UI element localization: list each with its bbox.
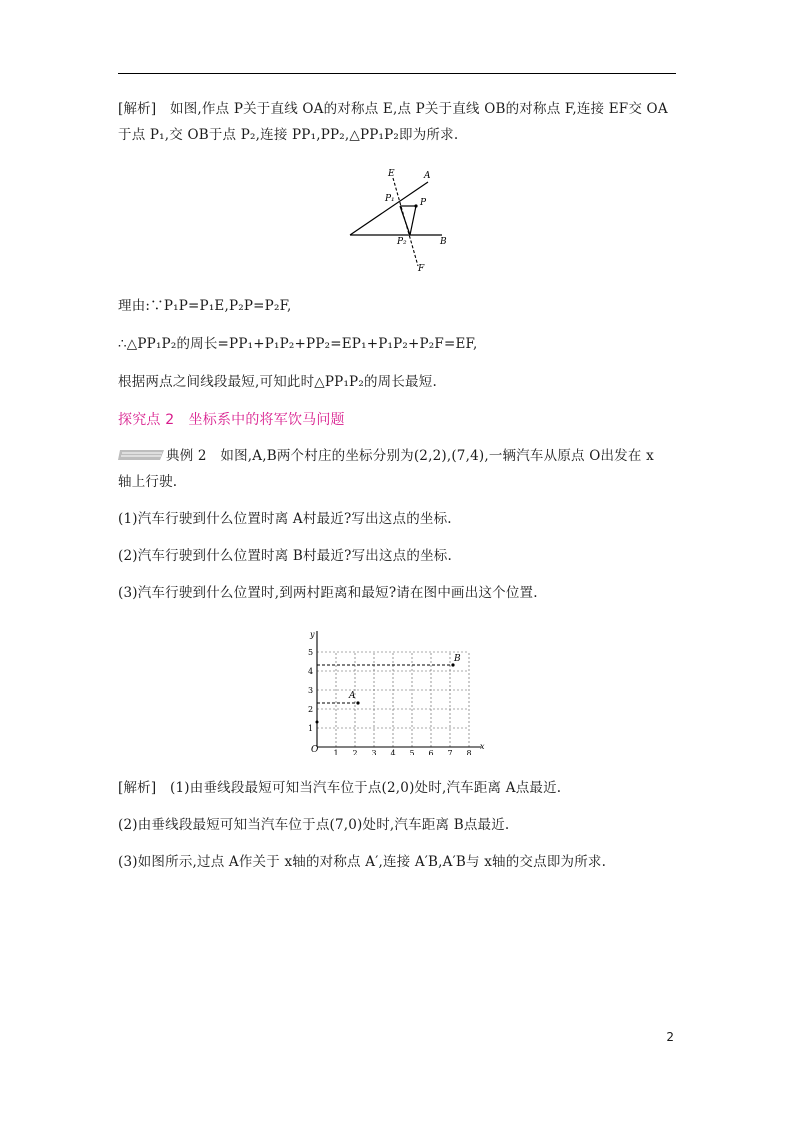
y-tick-label: 1 bbox=[308, 724, 314, 733]
origin-label: O bbox=[311, 745, 319, 755]
label-B2: B bbox=[454, 654, 461, 664]
section2-title: 探究点 2 坐标系中的将军饮马问题 bbox=[118, 412, 345, 428]
analysis2-a1: [解析] (1)由垂线段最短可知当汽车位于点(2,0)处时,汽车距离 A点最近. bbox=[118, 780, 562, 796]
x-tick-label: 6 bbox=[428, 749, 434, 755]
question-1: (1)汽车行驶到什么位置时离 A村最近?写出这点的坐标. bbox=[118, 511, 452, 527]
reason-line2: ∴△PP₁P₂的周长=PP₁+P₁P₂+PP₂=EP₁+P₁P₂+P₂F=EF, bbox=[118, 336, 478, 352]
question-2: (2)汽车行驶到什么位置时离 B村最近?写出这点的坐标. bbox=[118, 548, 452, 564]
y-tick-label: 2 bbox=[308, 705, 314, 714]
label-P: P bbox=[420, 198, 427, 208]
x-axis-label: x bbox=[480, 742, 485, 751]
y-tick-label: 4 bbox=[308, 667, 314, 676]
label-P2: P₂ bbox=[397, 237, 407, 247]
reflection-figure bbox=[330, 160, 460, 284]
analysis1-line2: 于点 P₁,交 OB于点 P₂,连接 PP₁,PP₂,△PP₁P₂即为所求. bbox=[118, 127, 459, 143]
label-E: E bbox=[388, 169, 395, 179]
x-tick-label: 4 bbox=[390, 749, 396, 755]
x-tick-label: 7 bbox=[447, 749, 453, 755]
analysis1-line1: [解析] 如图,作点 P关于直线 OA的对称点 E,点 P关于直线 OB的对称点 F,连接 EF交 OA bbox=[118, 101, 668, 117]
example2-label: 典例 2 bbox=[166, 448, 207, 464]
x-tick-label: 8 bbox=[466, 749, 472, 755]
y-tick-label: 3 bbox=[308, 686, 314, 695]
label-P1: P₁ bbox=[385, 194, 395, 204]
example-badge-icon bbox=[118, 448, 164, 462]
label-B: B bbox=[440, 237, 447, 247]
reason-line1: 理由:∵P₁P=P₁E,P₂P=P₂F, bbox=[118, 298, 292, 314]
analysis2-a3: (3)如图所示,过点 A作关于 x轴的对称点 A′,连接 A′B,A′B与 x轴的交点即为所求. bbox=[118, 854, 607, 870]
label-F: F bbox=[418, 264, 425, 274]
label-A2: A bbox=[349, 691, 356, 701]
question-3: (3)汽车行驶到什么位置时,到两村距离和最短?请在图中画出这个位置. bbox=[118, 585, 538, 601]
x-tick-label: 2 bbox=[352, 749, 358, 755]
example2-line1: 典例 2 如图,A,B两个村庄的坐标分别为(2,2),(7,4),一辆汽车从原点 O出发在 x bbox=[118, 446, 654, 466]
page-number: 2 bbox=[666, 1030, 674, 1044]
x-tick-label: 3 bbox=[371, 749, 377, 755]
point-A bbox=[356, 701, 359, 704]
reason-line3: 根据两点之间线段最短,可知此时△PP₁P₂的周长最短. bbox=[118, 374, 437, 390]
coordinate-figure bbox=[295, 625, 495, 759]
label-A: A bbox=[424, 171, 431, 181]
header-rule bbox=[118, 73, 676, 74]
example2-line2: 轴上行驶. bbox=[118, 474, 178, 490]
y-tick-label: 5 bbox=[308, 648, 314, 657]
y-axis-label: y bbox=[310, 630, 315, 639]
x-tick-label: 1 bbox=[333, 749, 339, 755]
analysis2-a2: (2)由垂线段最短可知当汽车位于点(7,0)处时,汽车距离 B点最近. bbox=[118, 817, 510, 833]
x-tick-label: 5 bbox=[409, 749, 415, 755]
